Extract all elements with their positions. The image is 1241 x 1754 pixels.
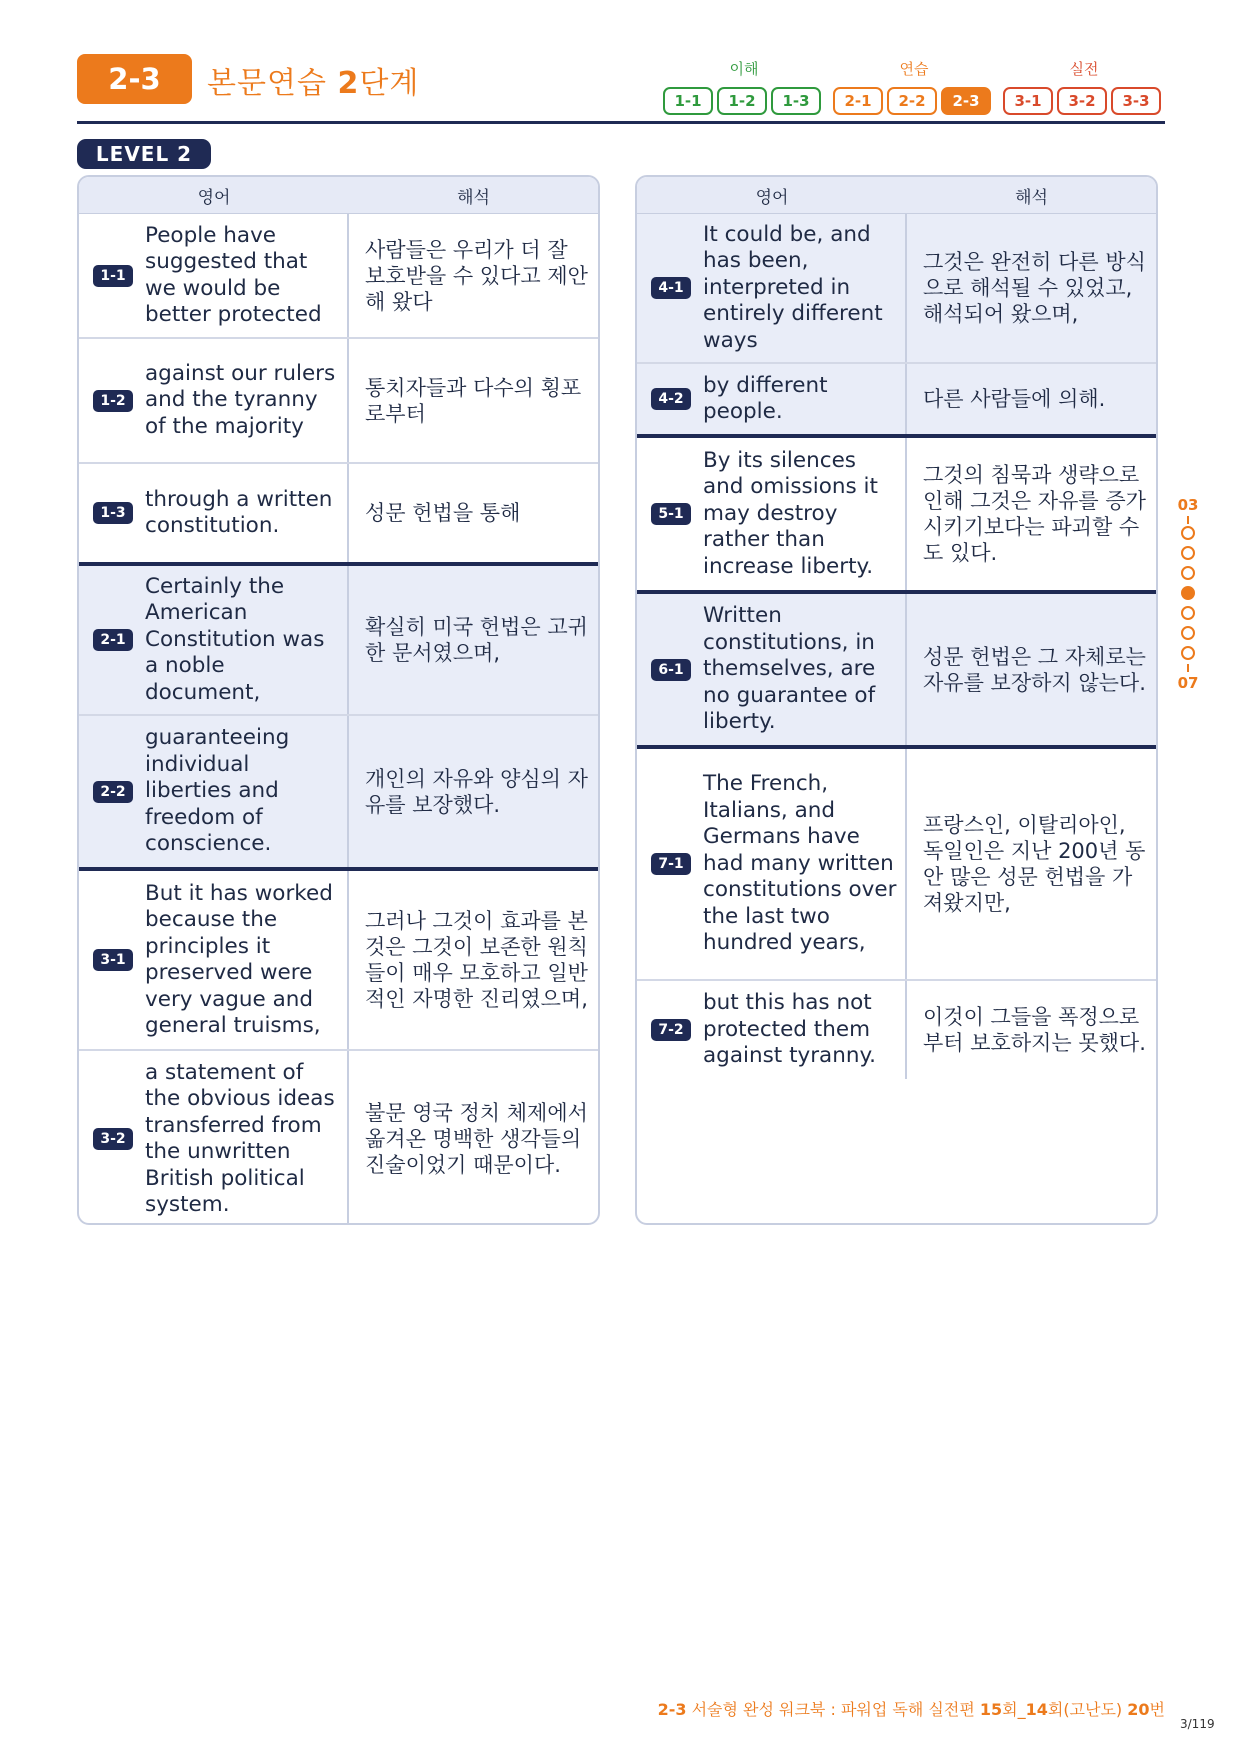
table-row (79, 464, 598, 566)
header-divider (77, 121, 1165, 124)
stage-button-3-3[interactable]: 3-3 (1111, 87, 1161, 115)
sentence-number: 1-2 (93, 390, 133, 412)
stage-button-2-2[interactable]: 2-2 (887, 87, 937, 115)
table-row (637, 364, 1156, 438)
chapter-dot[interactable] (1181, 546, 1195, 560)
sentence-number: 1-1 (93, 265, 133, 287)
korean-text: 다른 사람들에 의해. (907, 364, 1156, 434)
chapter-progress-nav (1175, 496, 1201, 696)
korean-text: 그러나 그것이 효과를 본 것은 그것이 보존한 원칙들이 매우 모호하고 일반적인 자명한 진리였으며, (365, 909, 588, 1011)
table-row (79, 716, 598, 871)
english-text: Certainly the American Constitution was a noble document, (145, 573, 325, 705)
stage-button-3-1[interactable]: 3-1 (1003, 87, 1053, 115)
chapter-dot[interactable] (1181, 626, 1195, 640)
stage-button-1-2[interactable]: 1-2 (717, 87, 767, 115)
stage-button-1-3[interactable]: 1-3 (771, 87, 821, 115)
level-badge: LEVEL 2 (77, 139, 211, 169)
sentence-number: 4-2 (651, 388, 691, 410)
sentence-number: 5-1 (651, 503, 691, 525)
chapter-start-label: 03 (1177, 496, 1199, 514)
stage-button-2-3[interactable]: 2-3 (941, 87, 991, 115)
chapter-dot-active[interactable] (1181, 586, 1195, 600)
table-row (637, 214, 1156, 364)
section-badge: 2-3 (77, 54, 192, 104)
table-header (637, 177, 1156, 214)
table-row (79, 214, 598, 339)
korean-text: 사람들은 우리가 더 잘 보호받을 수 있다고 제안해 왔다 (365, 237, 588, 314)
stage-button-1-1[interactable]: 1-1 (663, 87, 713, 115)
stage-button-3-2[interactable]: 3-2 (1057, 87, 1107, 115)
chapter-dot[interactable] (1181, 646, 1195, 660)
english-text: but this has not protected them against tyranny. (703, 990, 876, 1069)
english-text: But it has worked because the principles it preserved were very vague and general truisms, (145, 880, 333, 1038)
column-header-korean: 해석 (1015, 187, 1048, 208)
stage-button-2-1[interactable]: 2-1 (833, 87, 883, 115)
table-row (637, 981, 1156, 1079)
english-text: by different people. (703, 372, 828, 424)
column-header-korean: 해석 (457, 187, 490, 208)
sentence-table-left (77, 175, 600, 1225)
chapter-dot[interactable] (1181, 526, 1195, 540)
english-text: The French, Italians, and Germans have had many written constitutions over the last two hundred years, (703, 771, 897, 956)
table-row (79, 566, 598, 716)
table-row (79, 871, 598, 1051)
stage-navigation (663, 58, 1165, 118)
sentence-number: 6-1 (651, 659, 691, 681)
sentence-number: 2-2 (93, 781, 133, 803)
english-text: through a written constitution. (145, 486, 333, 538)
stage-label: 연습 (899, 60, 929, 78)
table-row (637, 594, 1156, 749)
korean-text: 그것은 완전히 다른 방식으로 해석될 수 있었고, 해석되어 왔으며, (907, 214, 1156, 362)
korean-text: 프랑스인, 이탈리아인, 독일인은 지난 200년 동안 많은 성문 헌법을 가져왔지만, (923, 813, 1146, 915)
sentence-number: 1-3 (93, 502, 133, 524)
nav-line (1187, 516, 1189, 524)
table-row (637, 749, 1156, 981)
table-row (79, 339, 598, 464)
table-row (637, 438, 1156, 594)
stage-label: 실전 (1069, 60, 1099, 78)
korean-text: 성문 헌법은 그 자체로는 자유를 보장하지 않는다. (907, 594, 1156, 745)
korean-text: 확실히 미국 헌법은 고귀한 문서였으며, (349, 566, 598, 714)
column-header-english: 영어 (755, 187, 789, 208)
korean-text: 불문 영국 정치 체제에서 옮겨온 명백한 생각들의 진술이었기 때문이다. (365, 1101, 588, 1177)
english-text: People have suggested that we would be better protected (145, 222, 322, 327)
sentence-table-right (635, 175, 1158, 1225)
english-text: a statement of the obvious ideas transferred from the unwritten British political system. (145, 1059, 335, 1217)
table-row (79, 1051, 598, 1225)
nav-line (1187, 664, 1189, 672)
chapter-dot[interactable] (1181, 606, 1195, 620)
english-text: against our rulers and the tyranny of the majority (145, 360, 336, 439)
english-text: guaranteeing individual liberties and freedom of conscience. (145, 725, 290, 857)
english-text: It could be, and has been, interpreted in entirely different ways (703, 221, 883, 353)
table-header (79, 177, 598, 214)
sentence-number: 7-1 (651, 853, 691, 875)
korean-text: 개인의 자유와 양심의 자유를 보장했다. (349, 716, 598, 867)
page-footer: 2-3 서술형 완성 워크북 : 파워업 독해 실전편 15회_14회(고난도) 20번 (657, 1700, 1165, 1719)
chapter-dot[interactable] (1181, 566, 1195, 580)
korean-text: 통치자들과 다수의 횡포로부터 (365, 375, 582, 426)
sentence-number: 4-1 (651, 277, 691, 299)
page-number: 3/119 (1180, 1717, 1215, 1731)
sentence-number: 2-1 (93, 629, 133, 651)
page-title: 본문연습 2단계 (207, 66, 420, 101)
english-text: Written constitutions, in themselves, are no guarantee of liberty. (703, 603, 876, 735)
korean-text: 이것이 그들을 폭정으로부터 보호하지는 못했다. (923, 1005, 1146, 1055)
column-header-english: 영어 (197, 187, 231, 208)
sentence-number: 3-1 (93, 949, 133, 971)
korean-text: 그것의 침묵과 생략으로 인해 그것은 자유를 증가시키기보다는 파괴할 수도 있다. (923, 463, 1146, 565)
english-text: By its silences and omissions it may destroy rather than increase liberty. (703, 447, 878, 579)
sentence-number: 3-2 (93, 1128, 133, 1150)
sentence-number: 7-2 (651, 1019, 691, 1041)
korean-text: 성문 헌법을 통해 (365, 501, 521, 525)
chapter-end-label: 07 (1177, 674, 1199, 692)
stage-label: 이해 (729, 60, 759, 78)
